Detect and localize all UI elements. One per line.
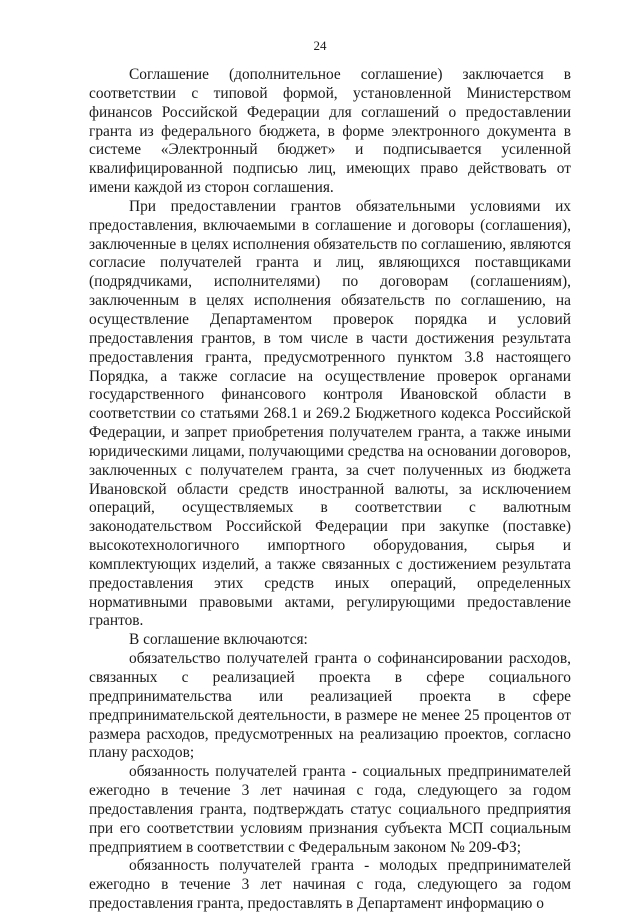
page-number: 24 — [313, 38, 327, 53]
paragraph-social-entrepreneur-obligation: обязанность получателей гранта - социальных предпринимателей ежегодно в течение 3 лет начиная с года, следующего за годом предоставления гранта, подтверждать статус социального предприятия при его соответствии условиям признания субъекта МСП социальным предприятием в соответствии с Федеральным законом № 209-ФЗ; — [89, 763, 571, 856]
paragraph-agreement-includes: В соглашение включаются: — [129, 631, 308, 649]
paragraph-agreement-form: Соглашение (дополнительное соглашение) заключается в соответствии с типовой формой, установленной Министерством финансов Российской Федерации для соглашений о предоставлении гранта из федерального бюджета, в форме электронного документа в системе «Электронный бюджет» и подписывается усиленной квалифицированной подписью лиц, имеющих право действовать от имени каждой из сторон соглашения. — [89, 66, 571, 197]
paragraph-mandatory-conditions: При предоставлении грантов обязательными условиями их предоставления, включаемыми в соглашение и договоры (соглашения), заключенные в целях исполнения обязательств по соглашению, являются согласие получателей гранта и лиц, являющихся поставщиками (подрядчиками, исполнителями) по договорам (соглашениям), заключенным в целях исполнения обязательств по соглашению, на осуществление Департаментом проверок порядка и условий предоставления грантов, в том числе в части достижения результата предоставления гранта, предусмотренного пунктом 3.8 настоящего Порядка, а также согласие на осуществление проверок органами государственного финансового контроля Ивановской области в соответствии со статьями 268.1 и 269.2 Бюджетного кодекса Российской Федерации, и запрет приобретения получателем гранта, а также иными юридическими лицами, получающими средства на основании договоров, заключенных с получателем гранта, за счет полученных из бюджета Ивановской области средств иностранной валюты, за исключением операций, осуществляемых в соответствии с валютным законодательством Российской Федерации при закупке (поставке) высокотехнологичного импортного оборудования, сырья и комплектующих изделий, а также связанных с достижением результата предоставления этих средств иных операций, определенных нормативными правовыми актами, регулирующими предоставление грантов. — [89, 197, 571, 630]
paragraph-cofinancing-obligation: обязательство получателей гранта о софинансировании расходов, связанных с реализацией проекта в сфере социального предпринимательства или реализацией проекта в сфере предпринимательской деятельности, в размере не менее 25 процентов от размера расходов, предусмотренных на реализацию проектов, согласно плану расходов; — [89, 650, 571, 762]
paragraph-young-entrepreneur-obligation: обязанность получателей гранта - молодых предпринимателей ежегодно в течение 3 лет начиная с года, следующего за годом предоставления гранта, предоставлять в Департамент информацию о — [89, 857, 571, 913]
document-body — [89, 66, 571, 914]
